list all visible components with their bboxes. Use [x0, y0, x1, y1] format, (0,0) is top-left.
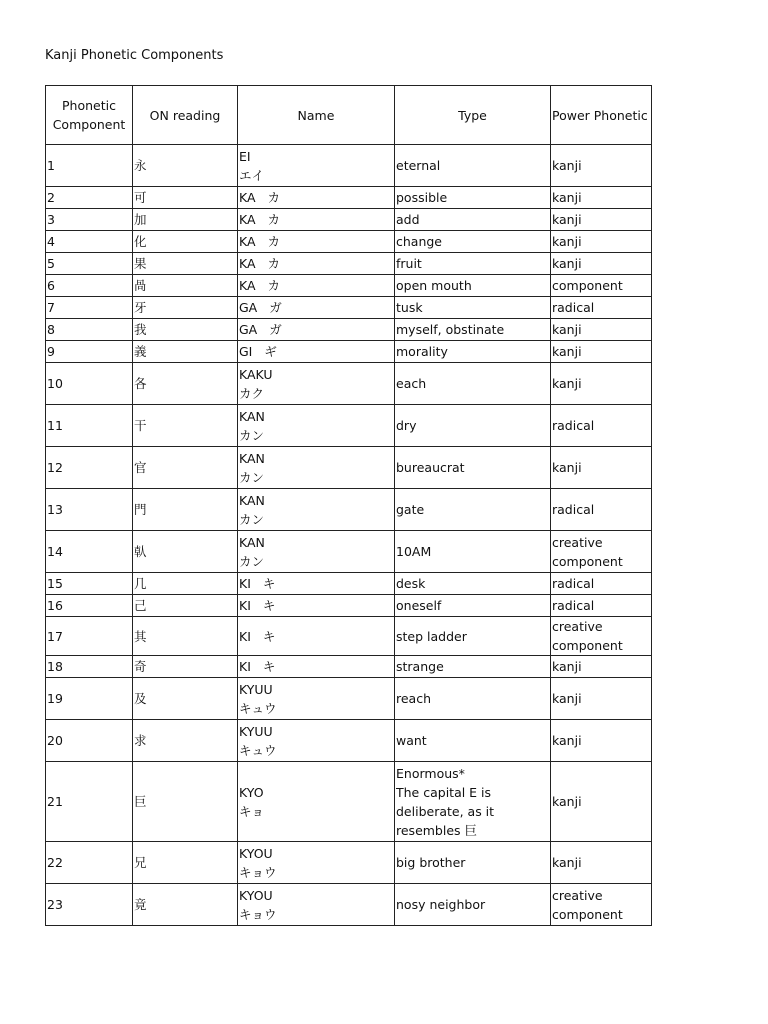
phonetic-kanji: 我 [133, 319, 238, 341]
phonetic-kanji: 永 [133, 145, 238, 187]
table-row [46, 447, 652, 489]
table-body [46, 145, 652, 926]
romaji-reading: EI [239, 148, 251, 164]
column-header-name: Name [238, 86, 395, 145]
table-row [46, 187, 652, 209]
phonetic-kanji: 可 [133, 187, 238, 209]
row-number: 23 [46, 884, 133, 926]
phonetic-kanji: 奇 [133, 656, 238, 678]
document-title: Kanji Phonetic Components [45, 48, 224, 63]
meaning: morality [395, 341, 551, 363]
meaning: open mouth [395, 275, 551, 297]
katakana-reading: キ [262, 628, 276, 644]
component-type: kanji [551, 447, 652, 489]
row-number: 1 [46, 145, 133, 187]
component-type: kanji [551, 363, 652, 405]
table-row [46, 531, 652, 573]
katakana-reading: ガ [269, 300, 282, 315]
reading-name [238, 341, 395, 363]
table-row [46, 145, 652, 187]
reading-name [238, 231, 395, 253]
component-type: creative component [551, 617, 652, 656]
row-number: 6 [46, 275, 133, 297]
column-header-power-phonetic: Power Phonetic [551, 86, 652, 145]
romaji-reading: GA [239, 322, 258, 337]
meaning: possible [395, 187, 551, 209]
romaji-reading: KA [239, 278, 256, 293]
component-type: kanji [551, 253, 652, 275]
row-number: 20 [46, 720, 133, 762]
component-type: kanji [551, 762, 652, 842]
table-row [46, 489, 652, 531]
component-type: kanji [551, 145, 652, 187]
meaning: add [395, 209, 551, 231]
katakana-reading: キョ [239, 803, 265, 819]
row-number: 14 [46, 531, 133, 573]
romaji-reading: KYOU [239, 845, 273, 861]
component-type: kanji [551, 678, 652, 720]
reading-name [238, 275, 395, 297]
katakana-reading: ギ [264, 344, 277, 359]
phonetic-kanji: 門 [133, 489, 238, 531]
katakana-reading: カ [267, 256, 281, 271]
component-type: kanji [551, 720, 652, 762]
katakana-reading: ガ [269, 322, 282, 337]
column-header-type: Type [395, 86, 551, 145]
phonetic-kanji: 各 [133, 363, 238, 405]
component-type: component [551, 275, 652, 297]
component-type: creative component [551, 531, 652, 573]
romaji-reading: KA [239, 256, 256, 271]
meaning: gate [395, 489, 551, 531]
row-number: 21 [46, 762, 133, 842]
reading-name [238, 405, 395, 447]
table-row [46, 341, 652, 363]
katakana-reading: エイ [239, 167, 265, 183]
katakana-reading: キ [262, 659, 276, 674]
table-row [46, 363, 652, 405]
row-number: 19 [46, 678, 133, 720]
row-number: 11 [46, 405, 133, 447]
romaji-reading: KI [239, 628, 251, 644]
romaji-reading: KAN [239, 450, 265, 466]
meaning: Enormous* The capital E is deliberate, as it resembles 巨 [395, 762, 551, 842]
romaji-reading: KA [239, 190, 256, 205]
row-number: 5 [46, 253, 133, 275]
row-number: 10 [46, 363, 133, 405]
row-number: 18 [46, 656, 133, 678]
component-type: creative component [551, 884, 652, 926]
katakana-reading: キュウ [239, 700, 277, 716]
romaji-reading: KAN [239, 534, 265, 550]
katakana-reading: カン [239, 511, 265, 527]
meaning: step ladder [395, 617, 551, 656]
phonetic-kanji: 加 [133, 209, 238, 231]
component-type: kanji [551, 341, 652, 363]
column-header-on-reading: ON reading [133, 86, 238, 145]
row-number: 8 [46, 319, 133, 341]
meaning: change [395, 231, 551, 253]
katakana-reading: カク [239, 385, 265, 401]
row-number: 9 [46, 341, 133, 363]
table-row [46, 678, 652, 720]
katakana-reading: カン [239, 553, 265, 569]
katakana-reading: キョウ [239, 864, 277, 880]
row-number: 12 [46, 447, 133, 489]
reading-name [238, 363, 395, 405]
meaning: want [395, 720, 551, 762]
meaning: oneself [395, 595, 551, 617]
component-type: radical [551, 595, 652, 617]
reading-name [238, 209, 395, 231]
column-header-phonetic-component: Phonetic Component [46, 86, 133, 145]
row-number: 3 [46, 209, 133, 231]
meaning: fruit [395, 253, 551, 275]
table-row [46, 617, 652, 656]
row-number: 22 [46, 842, 133, 884]
phonetic-kanji: 求 [133, 720, 238, 762]
component-type: kanji [551, 842, 652, 884]
phonetic-kanji: 倝 [133, 531, 238, 573]
reading-name [238, 145, 395, 187]
phonetic-kanji: 巨 [133, 762, 238, 842]
reading-name [238, 297, 395, 319]
reading-name [238, 884, 395, 926]
romaji-reading: KAKU [239, 366, 273, 382]
table-row [46, 275, 652, 297]
meaning: myself, obstinate [395, 319, 551, 341]
reading-name [238, 489, 395, 531]
meaning: tusk [395, 297, 551, 319]
component-type: radical [551, 405, 652, 447]
katakana-reading: カン [239, 427, 265, 443]
katakana-reading: キ [262, 598, 276, 613]
table-row [46, 595, 652, 617]
phonetic-kanji: 几 [133, 573, 238, 595]
component-type: kanji [551, 187, 652, 209]
table-row [46, 297, 652, 319]
reading-name [238, 531, 395, 573]
katakana-reading: カ [267, 212, 281, 227]
phonetic-kanji: 官 [133, 447, 238, 489]
katakana-reading: キ [262, 576, 276, 591]
romaji-reading: GA [239, 300, 258, 315]
component-type: kanji [551, 319, 652, 341]
katakana-reading: カン [239, 469, 265, 485]
katakana-reading: カ [267, 190, 281, 205]
romaji-reading: KYOU [239, 887, 273, 903]
meaning: big brother [395, 842, 551, 884]
romaji-reading: KAN [239, 492, 265, 508]
row-number: 7 [46, 297, 133, 319]
row-number: 2 [46, 187, 133, 209]
reading-name [238, 447, 395, 489]
romaji-reading: KYUU [239, 723, 273, 739]
row-number: 16 [46, 595, 133, 617]
reading-name [238, 573, 395, 595]
row-number: 13 [46, 489, 133, 531]
component-type: kanji [551, 656, 652, 678]
phonetic-kanji: 及 [133, 678, 238, 720]
phonetic-kanji: 兄 [133, 842, 238, 884]
component-type: radical [551, 489, 652, 531]
meaning: each [395, 363, 551, 405]
table-row [46, 573, 652, 595]
component-type: kanji [551, 209, 652, 231]
romaji-reading: KA [239, 212, 256, 227]
phonetic-kanji: 牙 [133, 297, 238, 319]
phonetic-kanji: 其 [133, 617, 238, 656]
reading-name [238, 678, 395, 720]
reading-name [238, 762, 395, 842]
katakana-reading: カ [267, 234, 281, 249]
meaning: reach [395, 678, 551, 720]
meaning: 10AM [395, 531, 551, 573]
table-row [46, 253, 652, 275]
phonetic-kanji: 己 [133, 595, 238, 617]
katakana-reading: キュウ [239, 742, 277, 758]
meaning: desk [395, 573, 551, 595]
table-row [46, 842, 652, 884]
table-row [46, 231, 652, 253]
meaning: eternal [395, 145, 551, 187]
phonetic-kanji: 咼 [133, 275, 238, 297]
reading-name [238, 720, 395, 762]
reading-name [238, 595, 395, 617]
romaji-reading: KI [239, 598, 251, 613]
romaji-reading: KA [239, 234, 256, 249]
table-row [46, 656, 652, 678]
row-number: 4 [46, 231, 133, 253]
romaji-reading: KYUU [239, 681, 273, 697]
row-number: 15 [46, 573, 133, 595]
table-header-row [46, 86, 652, 145]
romaji-reading: KI [239, 659, 251, 674]
reading-name [238, 617, 395, 656]
romaji-reading: GI [239, 344, 253, 359]
component-type: radical [551, 297, 652, 319]
phonetic-kanji: 干 [133, 405, 238, 447]
reading-name [238, 187, 395, 209]
romaji-reading: KI [239, 576, 251, 591]
component-type: radical [551, 573, 652, 595]
phonetic-kanji: 化 [133, 231, 238, 253]
phonetic-kanji: 果 [133, 253, 238, 275]
reading-name [238, 656, 395, 678]
table-row [46, 209, 652, 231]
phonetic-kanji: 竟 [133, 884, 238, 926]
row-number: 17 [46, 617, 133, 656]
romaji-reading: KAN [239, 408, 265, 424]
meaning: strange [395, 656, 551, 678]
reading-name [238, 253, 395, 275]
reading-name [238, 842, 395, 884]
reading-name [238, 319, 395, 341]
table-row [46, 720, 652, 762]
meaning: bureaucrat [395, 447, 551, 489]
katakana-reading: カ [267, 278, 281, 293]
component-type: kanji [551, 231, 652, 253]
meaning: nosy neighbor [395, 884, 551, 926]
table-row [46, 405, 652, 447]
table-row [46, 319, 652, 341]
table-row [46, 762, 652, 842]
phonetic-kanji: 義 [133, 341, 238, 363]
table-row [46, 884, 652, 926]
meaning: dry [395, 405, 551, 447]
katakana-reading: キョウ [239, 906, 277, 922]
romaji-reading: KYO [239, 784, 264, 800]
phonetic-components-table [45, 85, 652, 926]
